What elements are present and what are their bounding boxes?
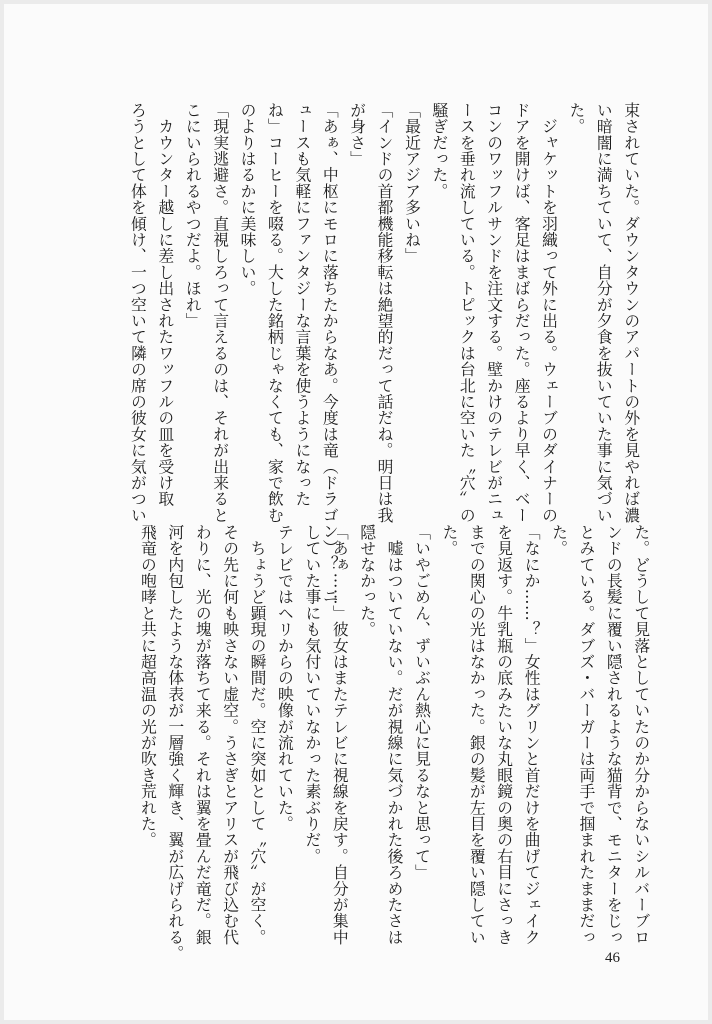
text-line: 嘘はついていない。だが視線に気づかれた後ろめたさは [385, 524, 405, 946]
text-line: 「最近アジア多いね」 [402, 102, 422, 264]
text-line: ンドの長髪に覆い隠されるような猫背で、モニターをじっ [604, 524, 624, 946]
text-line: 「現実逃避さ。直視しろって言えるのは、それが出来ると [210, 102, 230, 524]
text-line: た。どうして見落としていたのか分からないシルバーブロ [631, 524, 651, 946]
text-line: ュースも気軽にファンタジーな言葉を使うようになった [292, 102, 312, 507]
text-line: 河を内包したような体表が一層強く輝き、翼が広げられる。 [165, 524, 185, 962]
page-number: 46 [605, 950, 620, 966]
text-line: ースを垂れ流している。トピックは台北に空いた〝穴〟の [457, 102, 477, 524]
text-line: ドアを開けば、客足はまばらだった。座るより早く、ベー [512, 102, 532, 524]
text-line: ろうとして体を傾け、一つ空いて隣の席の彼女に気がつい [128, 102, 148, 524]
text-line: 束されていた。ダウンタウンのアパートの外を見やれば濃 [621, 102, 641, 524]
text-line: わりに、光の塊が落ちて来る。それは翼を畳んだ竜だ。銀 [193, 524, 213, 946]
text-line: その先に何も映さない虚空。うさぎとアリスが飛び込む代 [220, 524, 240, 946]
text-line: していた事にも気付いていなかった素ぶりだ。 [302, 524, 322, 865]
text-line: ジャケットを羽織って外に出る。ウェーブのダイナーの [539, 102, 559, 524]
text-line: が身さ」 [347, 102, 367, 167]
text-line: こにいられるやつだよ。ほれ」 [183, 102, 203, 329]
text-line: カウンター越しに差し出されたワッフルの皿を受け取 [155, 102, 175, 507]
text-line: た。 [566, 102, 586, 135]
text-line: い暗闇に満ちていて、自分が夕食を抜いていた事に気づい [594, 102, 614, 524]
text-line: 「いやごめん、ずいぶん熱心に見るなと思って」 [412, 524, 432, 881]
text-line: 隠せなかった。 [357, 524, 377, 638]
text-line: とみている。ダブズ・バーガーは両手で掴まれたままだっ [576, 524, 596, 946]
text-line: のよりはるかに美味しい。 [238, 102, 258, 297]
text-line: 飛竜の咆哮と共に超高温の光が吹き荒れた。 [138, 524, 158, 848]
text-line: た。 [549, 524, 569, 557]
text-line: 「あぁ、中枢にモロに落ちたからなあ。今度は竜（ドラゴン）？ ニ [320, 102, 340, 605]
text-line: ね」コーヒーを啜る。大した銘柄じゃなくても、家で飲む [265, 102, 285, 524]
text-line: 「なにか……？」女性はグリンと首だけを曲げてジェイク [522, 524, 542, 946]
text-line: た。 [439, 524, 459, 557]
text-line: 騒ぎだった。 [429, 102, 449, 200]
text-line: までの関心の光はなかった。銀の髪が左目を覆い隠してい [467, 524, 487, 946]
text-line: コンのワッフルサンドを注文する。壁かけのテレビがニュ [484, 102, 504, 524]
text-line: 「インドの首都機能移転は絶望的だって話だね。明日は我 [375, 102, 395, 524]
book-page [4, 4, 708, 1020]
text-line: テレビではヘリからの映像が流れていた。 [275, 524, 295, 832]
text-line: を見返す。牛乳瓶の底みたいな丸眼鏡の奥の右目にさっき [494, 524, 514, 946]
text-line: ちょうど顕現の瞬間だ。空に突如として〝穴〟が空く。 [248, 524, 268, 946]
text-line: 「あぁ……」彼女はまたテレビに視線を戻す。自分が集中 [330, 524, 350, 946]
